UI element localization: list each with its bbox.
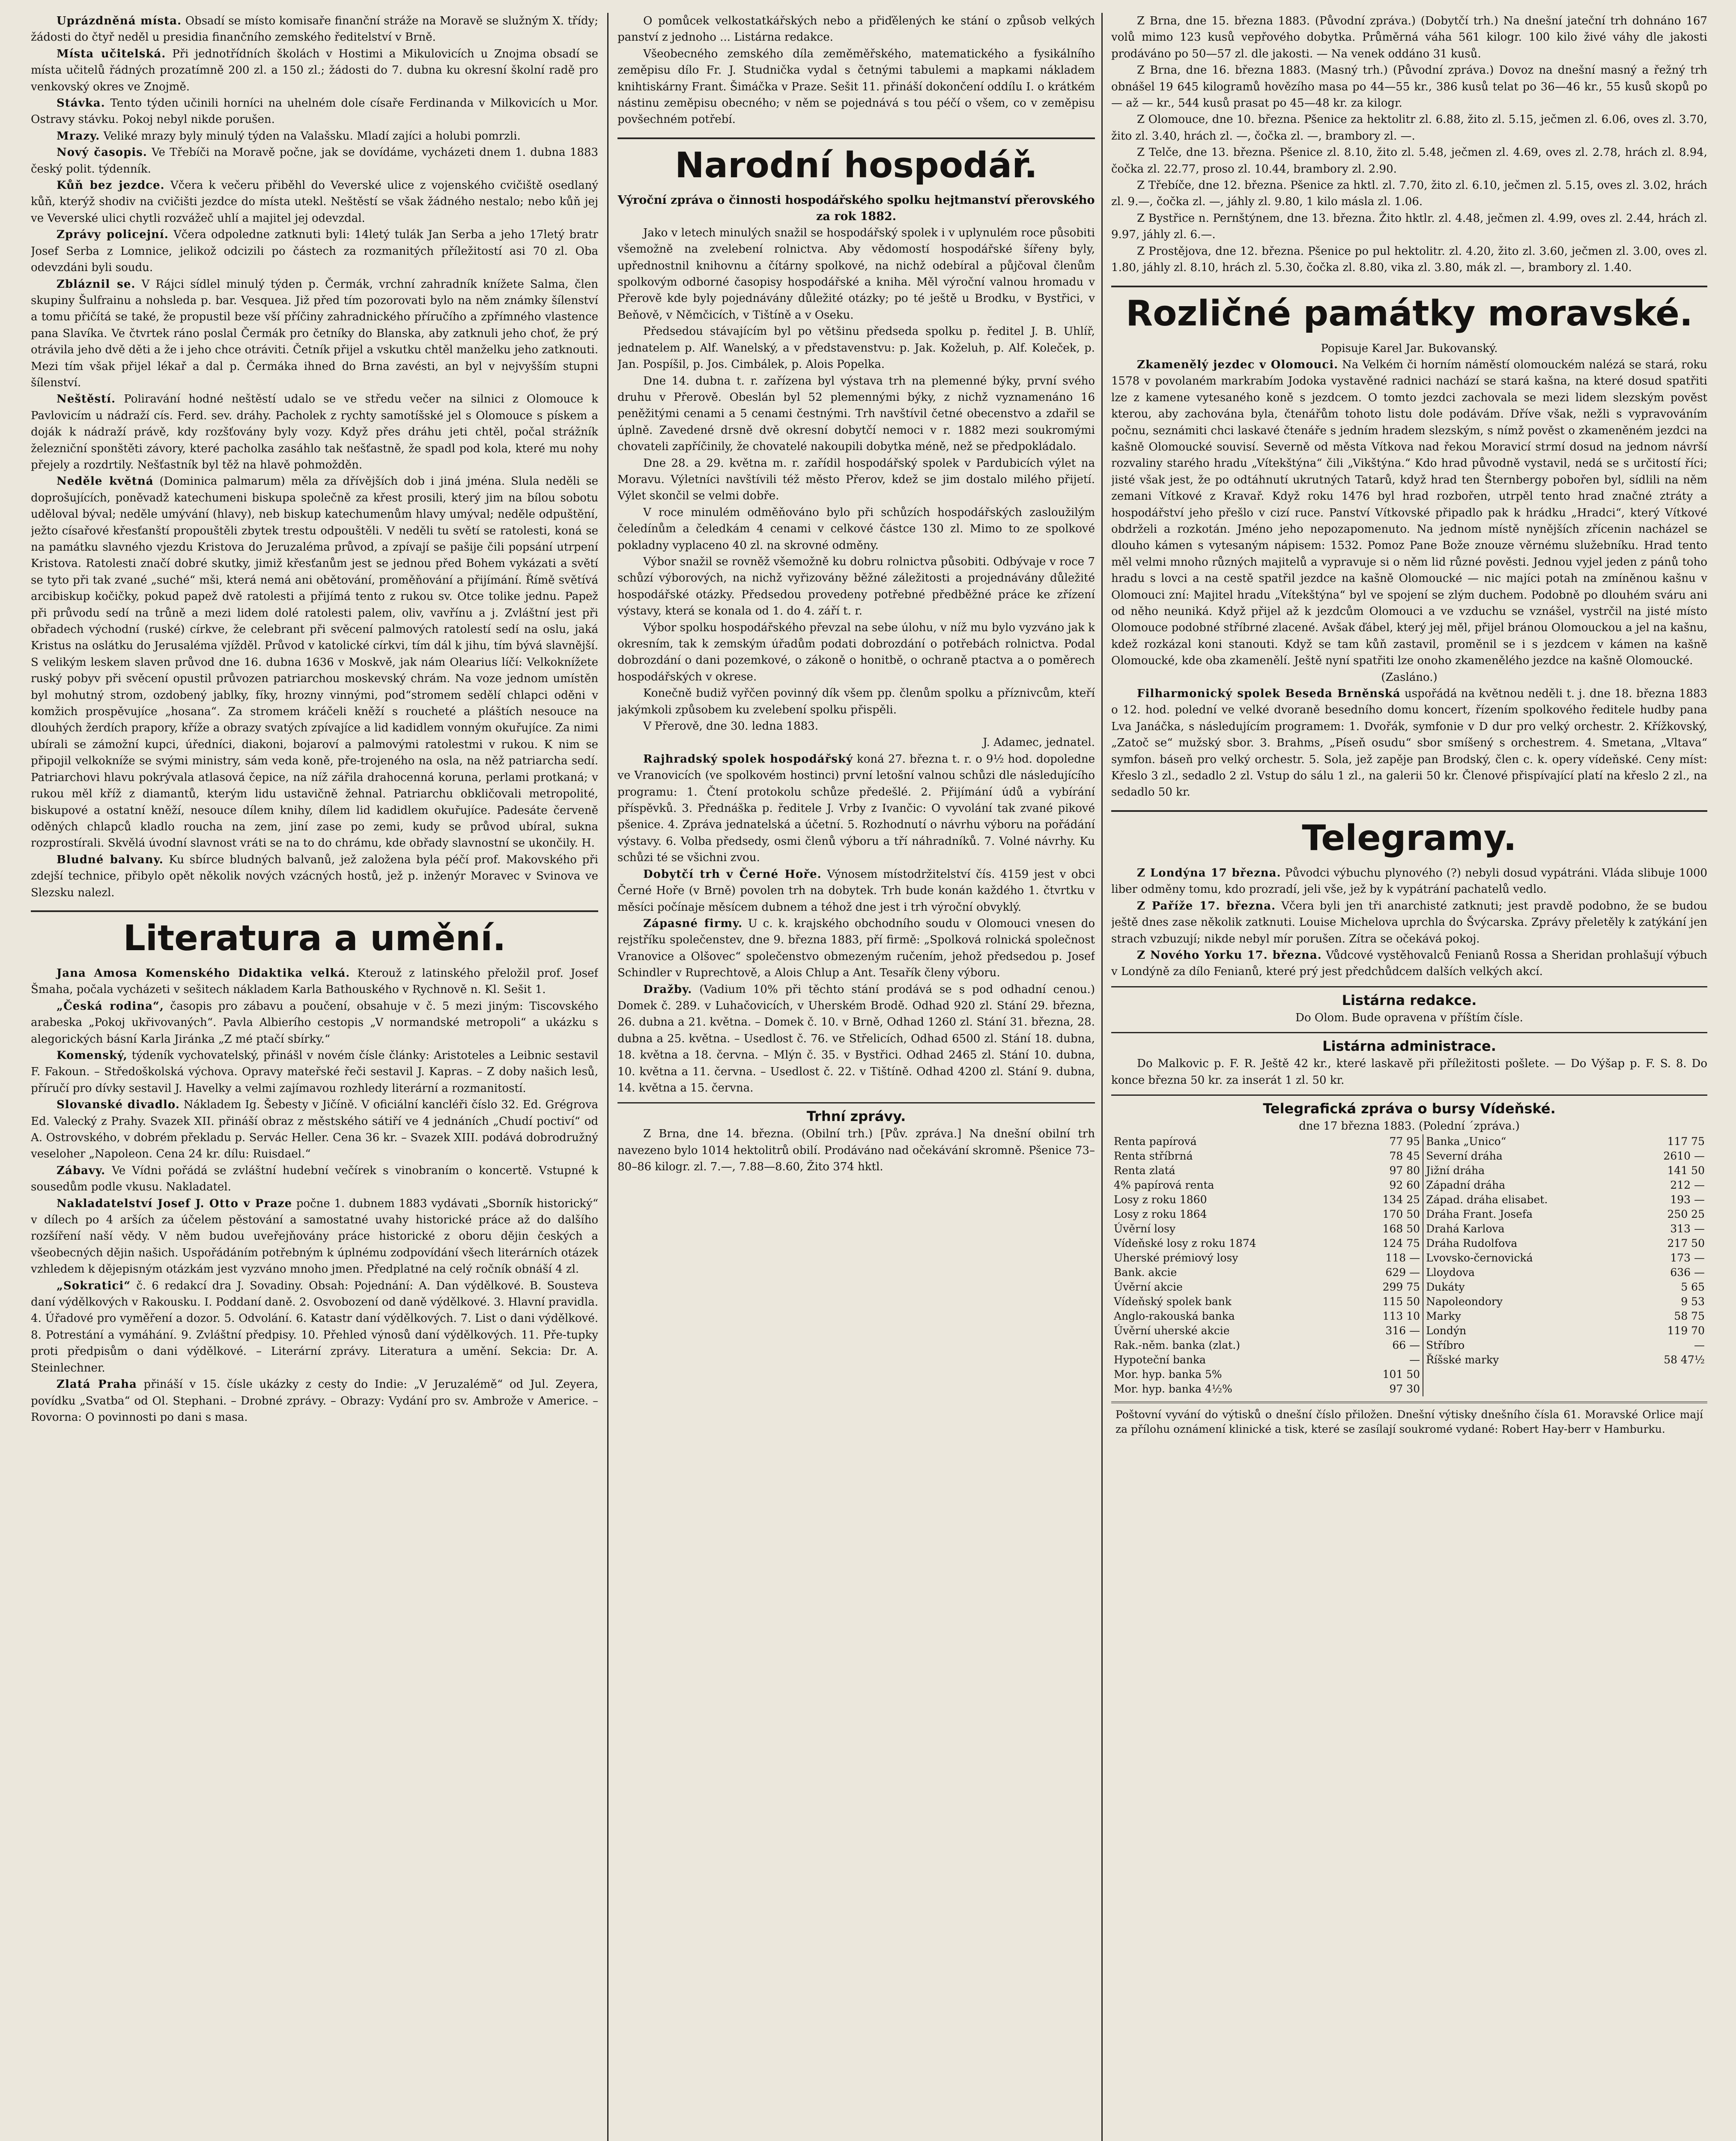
bourse-security: Londýn [1423, 1324, 1631, 1338]
column-divider [1101, 13, 1103, 2141]
article-body: Původci výbuchu plynového (?) nebyli dosud vypátráni. Vláda slibuje 1000 liber odměny tomu, kdo prozradí, jeli vše, jež by k vypátrání pachatelů vedlo. [1111, 866, 1707, 896]
article-lead: Kůň bez jezdce. [57, 179, 165, 192]
bourse-security: Hypoteční banka [1114, 1354, 1206, 1366]
bourse-security: Uherské prémiový losy [1114, 1252, 1238, 1264]
bourse-price: 250 25 [1667, 1208, 1705, 1221]
bourse-price: 77 95 [1389, 1135, 1420, 1148]
bourse-security: Banka „Unico“ [1423, 1134, 1631, 1149]
bourse-security: Lloydova [1423, 1265, 1631, 1280]
top-paragraph: Všeobecného zemského díla zeměměřského, matematického a fysikálního zeměpisu dílo Fr. J. Studnička vydal s četnými tabulemi a mapkami nákladem knihtiskárny Frant. Šimáčka v Praze. Sešit 11. přináší dokončení oddílu I. o krátkém nástinu zeměpisu obecného; v něm se pojednává s tou péčí o všem, co v zeměpisu povšechném potřebí. [617, 47, 1095, 126]
article-body: počne 1. dubnem 1883 vydávati „Sborník historický“ v dílech po 4 arších za účelem pěstování a samostatné uvahy historické práce až do dalšího rozšíření naší vědy. V něm budou uveřejňovány práce historické z oboru dějin českých a všeobecných dějin našich. Uspořádáním potřebným k úplnému zodpovídání všech literárních otázek vzhledem k dějepisným otázkám jest vyzváno mnoho jmen. Předplatné na celý ročník obnáší 4 zl. [31, 1197, 598, 1276]
bourse-row [1111, 1280, 1707, 1294]
article-firms [617, 915, 1095, 981]
article-lead: Z Paříže 17. března. [1137, 899, 1276, 912]
bourse-security: Mor. hyp. banka 4½% [1114, 1383, 1232, 1396]
market-meat: Z Brna, dne 16. března 1883. (Masný trh.) (Původní zpráva.) Dovoz na dnešní masný a řežný trh obnášel 19 645 kilogramů hovězího masa po 44—55 kr., 386 kusů telat po 36—46 kr., 55 kusů skopů po — až — kr., 544 kusů prasat po 45—48 kr. za kilogr. [1111, 64, 1707, 110]
article-paragraph [31, 95, 598, 128]
bourse-row [1111, 1207, 1707, 1222]
report-paragraph: Výbor spolku hospodářského převzal na sebe úlohu, v níž mu bylo vyzváno jak k okresním, tak k zemským úřadům podati dobrozdání o potřebách rolnictva. Podal dobrozdání o dani pozemkové, o zákoně o honitbě, o ochraně ptactva a o poměrech hospodářských v okrese. [617, 621, 1095, 683]
article-lead: Jana Amosa Komenského Didaktika velká. [57, 966, 350, 980]
article-paragraph [31, 1196, 598, 1278]
bourse-price: 124 75 [1382, 1237, 1420, 1250]
report-paragraph: Dne 14. dubna t. r. zařízena byl výstava trh na plemenné býky, první svého druhu v Přerově. Obeslán byl 52 plemennými býky, z nichž vyznamenáno 16 peněžitými cenami a 5 cenami čestnými. Trh navštívil četné obecenstvo a zdařil se úplně. Zavedené drsně dvě okresní dobytčí nemoci v r. 1882 mezi soukromými chovateli zapříčinily, že chovatelé nakoupili dobytka méně, než se předpokládalo. [617, 374, 1095, 453]
article-lead: Zprávy policejní. [57, 228, 169, 242]
monuments-article [1111, 357, 1707, 669]
section-title-monuments: Rozličné památky moravské. [1111, 286, 1707, 334]
local-market-report: Z Třebíče, dne 12. března. Pšenice za hktl. zl. 7.70, žito zl. 6.10, ječmen zl. 5.15, oves zl. 3.02, hrách zl. 9.—, čočka zl. —, jáhly zl. 9.80, 1 kilo másla zl. 1.06. [1111, 179, 1707, 209]
bourse-price: — [1694, 1339, 1705, 1352]
article-body: koná 27. března t. r. o 9½ hod. dopoledne ve Vranovicích (ve spolkovém hostinci) první letošní valnou schůzi dle následujícího programu: 1. Čtení protokolu schůze předešlé. 2. Přijímání údů a vybírání příspěvků. 3. Přednáška p. ředitele J. Vrby z Ivančic: O vyvolání tak zvané pikové pšenice. 4. Zpráva jednatelská a účetní. 5. Rozhodnutí o návrhu výboru na pořádání výstavy. 6. Volba předsedy, osmi členů výboru a tří náhradníků. 7. Volné návrhy. Ku schůzi té se všichni zvou. [617, 752, 1095, 865]
bourse-security: Marky [1423, 1309, 1631, 1324]
article-body: Ve Třebíči na Moravě počne, jak se dovídáme, vycházeti dnem 1. dubna 1883 český polit. týdenník. [31, 146, 598, 176]
editor-mailbox-text: Do Olom. Bude opravena v příštím čísle. [1295, 1011, 1523, 1024]
column-economy [617, 13, 1095, 2141]
article-lead: Filharmonický spolek Beseda Brněnská [1137, 687, 1401, 701]
bourse-security: Dukáty [1423, 1280, 1631, 1294]
admin-mailbox-title: Listárna administrace. [1111, 1032, 1707, 1056]
bourse-price: 2610 — [1663, 1150, 1705, 1163]
bourse-price: 9 53 [1681, 1295, 1705, 1308]
article-body: Nákladem Ig. Šebesty v Jičíně. V oficiální kancléři číslo 32. Ed. Grégrova Ed. Valecký z Prahy. Svazek XII. přináší obraz z městského sátiří ve 4 jednáních „Chudí poctiví“ od A. Ostrovského, v dobrém překladu p. Servác Heller. Cena 36 kr. – Svazek XIII. podává dobrodružný veseloher „Napoleon. Cena 24 kr. dílu: Ruisdael.“ [31, 1098, 598, 1161]
section-title-economy: Narodní hospodář. [617, 137, 1095, 186]
article-body: časopis pro zábavu a poučení, obsahuje v č. 5 mezi jiným: Tiscovského arabeska „Pokoj ukřivovaných“. Pavla Albierího cestopis „V normandské metropoli“ a ukázku s alegorických básní Karla Jiránka „Z mé ptačí sbírky.“ [31, 999, 598, 1046]
bourse-row [1111, 1265, 1707, 1280]
bourse-security: Úvěrní losy [1114, 1223, 1175, 1235]
bourse-security [1423, 1367, 1631, 1382]
article-body: (Vadium 10% při těchto stání prodává se s pod odhadní cenou.) Domek č. 289. v Luhačovicích, v Uherském Brodě. Odhad 920 zl. Stání 29. března, 26. dubna a 21. května. – Domek č. 10. v Brně, Odhad 1260 zl. Stání 31. března, 28. dubna a 25. května. – Usedlost č. 76. ve Střelicích, Odhad 6500 zl. Stání 18. dubna, 18. května a 18. června. – Mlýn č. 35. v Bystřici. Odhad 2465 zl. Stání 10. dubna, 10. května a 11. června. – Usedlost č. 22. v Tištíně. Odhad 4200 zl. Stání 9. dubna, 14. května a 15. června. [617, 983, 1095, 1094]
article-lead: „Česká rodina“, [57, 999, 164, 1013]
bourse-security: Renta stříbrná [1114, 1150, 1193, 1163]
bourse-security [1423, 1382, 1631, 1396]
report-paragraph: Konečně budiž vyřčen povinný dík všem pp. členům spolku a příznivcům, kteří jakýmkoli způsobem ku zvelebení spolku přispěli. [617, 687, 1095, 716]
editor-mailbox-title: Listárna redakce. [1111, 986, 1707, 1010]
bourse-security: Losy z roku 1864 [1114, 1208, 1207, 1221]
bourse-security: Úvěrní akcie [1114, 1281, 1183, 1294]
article-lead: Dražby. [643, 983, 692, 996]
telegrams-list [1111, 865, 1707, 980]
bourse-security: Severní dráha [1423, 1149, 1631, 1163]
bourse-price: 118 — [1385, 1252, 1420, 1264]
article-paragraph [31, 177, 598, 227]
article-body: Včera byli jen tři anarchisté zatknuti; jest pravdě podobno, že se budou ještě dnes zase několik zatknuti. Louise Michelova uprchla do Švýcarska. Zprávy přeletěly k zatýkání jen strach vzbuzují; nikde nebyl mír porušen. Zítra se očekává pokoj. [1111, 899, 1707, 945]
bourse-security: Říšské marky [1423, 1353, 1631, 1367]
bourse-price: 168 50 [1382, 1223, 1420, 1235]
article-body: (Dominica palmarum) měla za dřívějších dob i jiná jména. Slula neděli se doprošujících, poněvadž katechumeni biskupa společně za křest prosili, který jim na bílou sobotu uděloval býval; neděle umývání (hlavy), neb biskup katechumenům hlavy umýval; neděle odpuštění, ježto císařové křesťanští propouštěli zbytek trestu odpouštěli. V neděli tu světí se ratolesti, koná se na památku slavného vjezdu Kristova do Jeruzaléma průvod, a zpívají se pašije čili popsání utrpení Kristova. Ratolesti značí dobré skutky, jimiž křesťanům jest se jednou před Bohem vykázati a světí se tyto při tak zvané „suché“ mši, která nemá ani obětování, proměňování a přijímání. Římě světívá arcibiskup kočičky, pokud papež dvě ratolesti a přijímá tento z rukou sv. Otce tolike jednu. Papež při průvodu sedí na trůně a mezi lidem dolé ratolesti palem, oliv, vavřínu a j. Zvláštní jest při obřadech východní (ruské) církve, že celebrant při svěcení palmových ratolestí sedí na oslu, jaká Kristus na oslátku do Jerusaléma vjížděl. Průvod v katolické církvi, tím dál k jihu, tím bývá slavnější. S velikým leskem slaven průvod dne 16. dubna 1636 v Moskvě, jak nám Olearius líčí: Velkoknížete ruský pobyv při svěcení opustil průvozen patriarchou moskevský chrám. Na voze jednom umístěn byl mohutný strom, ozdobený jablky, fíky, hrozny vinnými, pod“stromem sedělí chlapci oděni v komžich prospěvujíce „hosana“. Za stromem kráčeli kněží s roucheté a pláštích nesouce na dlouhých žerdích prapory, kříže a obrazy svatých zpívajíce a lid kadidlem vonným okuřujíce. Za nimi ubírali se zámožní kupci, úředníci, diakoni, bojaroví a palmovými ratolestmi v rukou. K nim se připojil velkokníže se svými ministry, sám veda koně, pře-trojeného na osla, na něž patriarcha sedí. Patriarchovi hlavu pokrývala atlasová čepice, na níž zářila drahocenná koruna, perlami protkaná; v rukou měl kříž z diamantů, kterým lidu ustavičně žehnal. Patriarchu obkličovali metropolité, biskupové a ostatní kněží, nesouce dílem knihy, dílem lid kadidlem okuřujíce. Padesáte červeně oděných chlapců kladlo roucha na zem, jiní zase po zemi, kudy se průvod ubíral, sukna rozprostírali. Skvělá úvodní slavnost vráti se na to do chrámu, kde obřady slavnostní se ukončily. [31, 475, 598, 850]
bourse-price: 141 50 [1667, 1164, 1705, 1177]
article-paragraph [1111, 947, 1707, 980]
bourse-row [1111, 1193, 1707, 1207]
bourse-row [1111, 1236, 1707, 1251]
market-report: Z Brna, dne 14. března. (Obilní trh.) [Pův. zpráva.] Na dnešní obilní trh navezeno bylo 1014 hektolitrů obilí. Prodáváno nad očekávání skromně. Pšenice 73–80–86 kilogr. zl. 7.—, 7.88—8.60, Žito 374 hktl. [617, 1127, 1095, 1174]
bourse-price: 217 50 [1667, 1237, 1705, 1250]
bourse-price [1631, 1367, 1707, 1382]
bourse-price: 636 — [1670, 1266, 1705, 1279]
bourse-security: 4% papírová renta [1114, 1179, 1214, 1192]
article-lead: Zbláznil se. [57, 277, 136, 291]
bourse-price: 629 — [1385, 1266, 1420, 1279]
article-body: Při jednotřídních školách v Hostimi a Mikulovicích u Znojma obsadí se místa učitelů řádných prozatímně 200 zl. a 150 zl.; žádosti do 7. dubna ku okresní školní radě pro venkovský okres ve Znojmě. [31, 47, 598, 93]
local-market-report: Z Bystřice n. Pernštýnem, dne 13. března. Žito hktlr. zl. 4.48, ječmen zl. 4.99, oves zl. 2.44, hrách zl. 9.97, jáhly zl. 6.—. [1111, 212, 1707, 242]
bourse-price: 119 70 [1667, 1324, 1705, 1337]
bourse-row [1111, 1338, 1707, 1353]
bourse-date: dne 17 března 1883. (Polední ´zpráva.) [1299, 1119, 1520, 1133]
section-title-market: Trhní zprávy. [617, 1102, 1095, 1126]
bourse-row [1111, 1324, 1707, 1338]
bourse-price: 115 50 [1382, 1295, 1420, 1308]
article-auctions [617, 981, 1095, 1097]
bourse-price: 58 75 [1674, 1310, 1705, 1323]
article-lead: Neštěstí. [57, 393, 116, 406]
bourse-row [1111, 1294, 1707, 1309]
article-paragraph [31, 144, 598, 177]
article-cattle-market [617, 866, 1095, 915]
article-lead: Z Londýna 17 března. [1137, 866, 1281, 880]
article-paragraph [31, 46, 598, 95]
bourse-security: Mor. hyp. banka 5% [1114, 1368, 1222, 1381]
article-lead: Dobytčí trh v Černé Hoře. [643, 868, 822, 881]
article-lead: Rajhradský spolek hospodářský [643, 752, 853, 766]
bourse-price: 170 50 [1382, 1208, 1420, 1221]
section-title-telegrams: Telegramy. [1111, 810, 1707, 859]
article-body: Výnosem místodržitelství čís. 4159 jest v obci Černé Hoře (v Brně) povolen trh na dobytek. Trh bude konán každého 1. čtvrtku v měsíci počínaje měsícem dubnem a téhož dne jest i trh výroční obvyklý. [617, 868, 1095, 914]
article-lead: Bludné balvany. [57, 853, 164, 866]
article-paragraph [31, 1097, 598, 1163]
bourse-security: Anglo-rakouská banka [1114, 1310, 1235, 1323]
bourse-price: 78 45 [1389, 1150, 1420, 1163]
report-body [617, 225, 1095, 735]
bourse-table [1111, 1134, 1707, 1396]
bourse-price: 113 10 [1382, 1310, 1420, 1323]
article-body: týdeník vychovatelský, přinášl v novém čísle články: Aristoteles a Leibnic sestavil F. Fakoun. – Středoškolská výchova. Opravy mateřské řeči sestavil J. Kapras. – Z doby našich lesů, příručí pro dívky sestavil J. Havelky a velmi zajímavou rozhledy literární a rozmanitostí. [31, 1049, 598, 1095]
article-body: Kterouž z latinského přeložil prof. Josef Šmaha, počala vycházeti v sešitech nákladem Karla Bathouského v Rychnově n. Kl. Sešit 1. [31, 966, 598, 996]
bourse-row [1111, 1149, 1707, 1163]
article-paragraph [1111, 898, 1707, 947]
bourse-row [1111, 1163, 1707, 1178]
bourse-security: Západ. dráha elisabet. [1423, 1193, 1631, 1207]
report-paragraph: Výbor snažil se rovněž všemožně ku dobru rolnictva působiti. Odbývaje v roce 7 schůzí výborových, na nichž vyřizovány běžné záležitosti a projednávány důležité hospodářské otázky. Předsedou provedeny potřebné předběžné práce ke zřízení výstavy, která se konala od 1. do 4. září t. r. [617, 555, 1095, 618]
bourse-security: Rak.-něm. banka (zlat.) [1114, 1339, 1240, 1352]
bourse-price: 97 80 [1389, 1164, 1420, 1177]
local-news-list [31, 13, 598, 901]
bourse-price: 97 30 [1389, 1383, 1420, 1396]
article-body: č. 6 redakcí dra J. Sovadiny. Obsah: Pojednání: A. Dan výdělkové. B. Sousteva daní výdělkových v Rakousku. I. Poddaní daně. 2. Osvobození od daně výdělkové. 3. Hlavní pravidla. 4. Úřadové pro vyměření a dozor. 5. Odvolání. 6. Katastr daní výdělkových. 7. List o dani výdělkové. 8. Potrestání a vymáhání. 9. Zvláštní předpisy. 10. Přehled výnosů daní výdělkových. 11. Pře-tupky proti předpisům o dani výdělkové. – Literární zprávy. Literatura a umění. Sekcia: Dr. A. Steinlechner. [31, 1279, 598, 1375]
section-title-literature: Literatura a umění. [31, 910, 598, 959]
article-body: Vůdcové vystěhovalců Fenianů Rossa a Sheridan prohlašují výbuch v Londýně za dílo Fenianů, které prý jest předchůdcem dalších velkých akcí. [1111, 948, 1707, 978]
article-paragraph [31, 1278, 598, 1376]
concert-notice [1111, 686, 1707, 801]
article-paragraph [31, 965, 598, 998]
article-lead: Zlatá Praha [57, 1378, 137, 1391]
article-lead: Místa učitelská. [57, 47, 166, 60]
bourse-security: Dráha Frant. Josefa [1423, 1207, 1631, 1222]
literature-list [31, 965, 598, 1425]
article-body: U c. k. krajského obchodního soudu v Olomouci vnesen do rejstříku společenstev, dne 9. března 1883, pří firmě: „Spolková rolnická společnost Vranovice a Olšovec“ společenstvo obmezeným ručením, jehož předsedou p. Josef Schindler v Ruprechtově, a Alois Chlup a Ant. Tesařík členy výboru. [617, 917, 1095, 980]
article-lead: Uprázdněná místa. [57, 15, 182, 27]
market-cattle: Z Brna, dne 15. března 1883. (Původní zpráva.) (Dobytčí trh.) Na dnešní jateční trh dohnáno 167 volů mimo 123 kusů vepřového dobytka. Průměrná váha 561 kilogr. 100 kilo živé váhy dle jakosti prodáváno po 50—57 zl. dle jakosti. — Na venek oddáno 31 kusů. [1111, 15, 1707, 60]
article-paragraph [31, 998, 598, 1047]
bourse-price: 316 — [1385, 1324, 1420, 1337]
article-body: Veliké mrazy byly minulý týden na Valašsku. Mladí zajíci a holubi pomrzli. [103, 129, 521, 143]
bourse-price: 193 — [1670, 1193, 1705, 1206]
bourse-price: — [1409, 1354, 1420, 1366]
bourse-security: Renta zlatá [1114, 1164, 1175, 1177]
article-body: Včera k večeru přiběhl do Veverské ulice z vojenského cvičiště osedlaný kůň, kterýž shodiv na cvičišti jezdce do místa utekl. Neštěstí se však žádného nestalo; nebo kůň jej ve Veverské ulici chytli rozvážeč uhlí a majitel jej odevzdal. [31, 179, 598, 225]
article-paragraph [1111, 865, 1707, 898]
bourse-row [1111, 1222, 1707, 1236]
top-note: O pomůcek velkostatkářských nebo a přiďělených ke stání o způsob velkých panství z jednoho ... Listárna redakce. [617, 15, 1095, 44]
article-body: uspořádá na květnou neděli t. j. dne 18. března 1883 o 12. hod. polední ve velké dvoraně besedního domu koncert, řízením spolkového ředitele hudby pana Lva Janáčka, s následujícím programem: 1. Dvořák, symfonie v D dur pro velký orchestr. 2. Křížkovský, „Zatoč se“ mužský sbor. 3. Brahms, „Píseň osudu“ sbor smíšený s orchestrem. 4. Smetana, „Vltava“ symfon. báseň pro velký orchestr. 5. Sola, jež zapěje pan Brodský, člen c. k. opery vídeňské. Ceny míst: Křeslo 3 zl., sedadlo 2 zl. Vstup do sálu 1 zl., na galerii 50 kr. Členové přispívající platí na křeslo 2 zl., na sedadlo 50 kr. [1111, 687, 1707, 799]
article-lead: Stávka. [57, 97, 105, 110]
article-body: V Rájci sídlel minulý týden p. Čermák, vrchní zahradník knížete Salma, člen skupiny Šulfrainu a nohsleda p. bar. Vesquea. Již před tím pozorovati bylo na něm známky šílenství a tomu přičítá se také, že propustil beze vší příčiny zahradnického příručího a zpřímného vlastence pana Slavíka. Ve čtvrtek ráno poslal Čermák pro četníky do Blanska, aby zatknuli jeho choť, že prý otrávila jeho dvě děti a že i jeho chce otráviti. Četník přijel a vskutku chtěl manželku jeho zatknouti. Mezi tím však přijel lékař a dal p. Čermáka ihned do Brna zavésti, an byl v nejvyšším stupni šílenství. [31, 277, 598, 389]
report-paragraph: V roce minulém odměňováno bylo při schůzích hospodářských zasloužilým čeledínům a čeledkám 4 cenami v celkové částce 130 zl. Mimo to ze spolkové pokladny vyplaceno 40 zl. na skrovné odměny. [617, 506, 1095, 552]
article-paragraph [31, 13, 598, 46]
footer-notice: Poštovní vyvání do výtisků o dnešní číslo přiložen. Dnešní výtisky dnešního čísla 61. Moravské Orlice mají za přílohu oznámení klinické a tisk, které se zasílají soukromé vydané: Robert Hay-berr v Hamburku. [1111, 1401, 1707, 1441]
report-paragraph: Jako v letech minulých snažil se hospodářský spolek i v uplynulém roce působiti všemožně na zvelebení rolnictva. Aby vědomostí hospodářské šířeny byly, upřednostnil knihovnu a čítárny spolkové, na nichž odebíral a půjčoval členům spolkovým odborné časopisy hospodářské a kniha. Měl výroční valnou hromadu v Přerově kde byly pojednávány důležité otázky; po té ještě u Brodku, v Bystřici, v Beňově, v Němčicích, v Tištíně a v Oseku. [617, 226, 1095, 322]
bourse-price: 66 — [1392, 1339, 1420, 1352]
article-paragraph [31, 1047, 598, 1097]
report-paragraph: V Přerově, dne 30. ledna 1883. [643, 720, 818, 733]
article-body: Tento týden učinili horníci na uhelném dole císaře Ferdinanda v Milkovicích u Mor. Ostravy stávku. Pokoj nebyl nikde porušen. [31, 97, 598, 126]
bourse-security: Stříbro [1423, 1338, 1631, 1353]
article-paragraph [31, 473, 598, 851]
bourse-security: Drahá Karlova [1423, 1222, 1631, 1236]
article-lead: Zábavy. [57, 1164, 106, 1177]
column-divider [607, 13, 608, 2141]
article-paragraph [31, 391, 598, 473]
bourse-title: Telegrafická zpráva o bursy Vídeňské. [1111, 1094, 1707, 1118]
article-paragraph [31, 1376, 598, 1425]
article-lead: Nakladatelství Josef J. Otto v Praze [57, 1197, 292, 1210]
article-lead: Neděle květná [57, 475, 154, 488]
bourse-security: Vídeňské losy z roku 1874 [1114, 1237, 1256, 1250]
local-markets-list [1111, 111, 1707, 276]
article-body: Poliravání hodné neštěstí udalo se ve středu večer na silnici z Olomouce k Pavlovicím u nádraží cís. Ferd. sev. dráhy. Pacholek z rychty samotíšské jel s Olomouce s pískem a doják k nádraží právě, kdy rozšťovány byly vozy. Když přes dráhu jeti chtěl, počal strážník železniční sponštěti závory, které pacholka zasáhlo tak nešťastně, že spadl pod kola, které mu nohy přejely a rozdrtily. Nešťastník byl těž na hlavě pohmožděn. [31, 393, 598, 471]
article-lead: Komenský, [57, 1049, 128, 1062]
bourse-security: Bank. akcie [1114, 1266, 1177, 1279]
bourse-security: Napoleondory [1423, 1294, 1631, 1309]
admin-mailbox-text: Do Malkovic p. F. R. Ještě 42 kr., které laskavě při příležitosti pošlete. — Do Výšap p. F. S. 8. Do konce března 50 kr. za inserát 1 zl. 50 kr. [1111, 1057, 1707, 1087]
bourse-security: Vídeňský spolek bank [1114, 1295, 1232, 1308]
article-paragraph [31, 1163, 598, 1196]
article-body: přináší v 15. čísle ukázky z cesty do Indie: „V Jeruzalémě“ od Jul. Zeyera, povídku „Svatba“ od Ol. Stephani. – Drobné zprávy. – Obrazy: Vydání pro sv. Ambrože v Americe. – Rovorna: O povinnosti po dani s masa. [31, 1378, 598, 1424]
bourse-row [1111, 1309, 1707, 1324]
article-paragraph [31, 227, 598, 276]
article-body: Obsadí se místo komisaře finanční stráže na Moravě se služným X. třídy; žádosti do čtyř neděl u presidia finančního zemského ředitelství v Brně. [31, 15, 598, 44]
bourse-price: 58 47½ [1664, 1354, 1705, 1366]
bourse-security: Úvěrní uherské akcie [1114, 1324, 1230, 1337]
local-market-report: Z Olomouce, dne 10. března. Pšenice za hektolitr zl. 6.88, žito zl. 5.15, ječmen zl. 6.06, oves zl. 3.70, žito zl. 3.40, hrách zl. —, čočka zl. —, brambory zl. —. [1111, 113, 1707, 143]
article-paragraph [31, 276, 598, 391]
article-lead: Mrazy. [57, 129, 100, 143]
bourse-security: Losy z roku 1860 [1114, 1193, 1207, 1206]
article-lead: Nový časopis. [57, 146, 147, 159]
column-local-news [31, 13, 598, 2141]
local-market-report: Z Prostějova, dne 12. března. Pšenice po pul hektolitr. zl. 4.20, žito zl. 3.60, ječmen zl. 3.00, oves zl. 1.80, jáhly zl. 8.10, hrách zl. 5.30, čočka zl. 8.80, vika zl. 3.80, mák zl. —, brambory zl. 1.40. [1111, 245, 1707, 274]
report-signature: J. Adamec, jednatel. [983, 736, 1095, 749]
bourse-security: Renta papírová [1114, 1135, 1197, 1148]
bourse-security: Lvovsko-černovická [1423, 1251, 1631, 1265]
report-paragraph: Dne 28. a 29. května m. r. zařídil hospodářský spolek v Pardubicích výlet na Moravu. Výletníci navštívili též město Přerov, kdež se jim dostalo milého přijetí. Výlet skončil se velmi dobře. [617, 456, 1095, 503]
bourse-row [1111, 1367, 1707, 1382]
bourse-price: 134 25 [1382, 1193, 1420, 1206]
bourse-price: 173 — [1670, 1252, 1705, 1264]
bourse-row [1111, 1382, 1707, 1396]
report-subtitle: Výroční zpráva o činnosti hospodářského spolku hejtmanství přerovského za rok 1882. [617, 193, 1095, 223]
article-body: Na Velkém či horním náměstí olomouckém nalézá se stará, roku 1578 v povolaném markrabím Jodoka vystavěné radnici nachází se stará kašna, na které dosud spatřiti lze z kamene vytesaného koně s jezdcem. O tomto jezdci zachovala se mezi lidem slezským pověst kterou, aby zachována byla, čtenářům tohoto listu dole podávám. Dříve však, nežli s vypravováním počnu, seznámiti chci laskavé čtenáře s jedním hradem slezským, s nímž pověst o zkameněném jezdci na kašně Olomoucké souvisí. Severně od města Vítkova nad řekou Moravicí strmí dosud na jednom návrší rozvaliny starého hradu „Vítekštýna“ čili „Vikštýna.“ Kdo hrad původně vystavil, nedá se s určitostí říci; jisté však jest, že po odtáhnutí ukrutných Tatarů, když hrad ten Šternbergy pobořen byl, sídlili na něm zemani Vítkové z Kravař. Když roku 1476 byl hrad rozbořen, utrpěl tento hrad značné ztráty a hospodářství jeho přešlo v cizí ruce. Panství Vítkovské připadlo pak k hrádku „Hradci“, který Vítkové obdrželi a rozkotán. Jméno jeho nepozapomenuto. Na jednom místě nynějších zřícenin nacházel se dlouho kámen s vytesaným nápisem: 1532. Pomoz Pane Bože znouze věrnému služebníku. Hrad tento měl velmi mnoho různých majitelů a vypravuje si o něm lid různé pověsti. Jednou vyjel jeden z pánů toho hradu s lovci a na cestě spatřil jezdce na kašně Olomoucké — nic majíci potah na zmíněnou kašnu v Olomouci zní: Majitel hradu „Vítekštýna“ byl ve spojení se zlým duchem. Podobně po dlouhém sváru ani od něho neuniká. Když přijel až k jezdcům Olomouci a ve vzduchu se vznášel, vystrčil na jisté místo Olomouce podobné stříbrné zlacené. Avšak ďábel, který jej měl, přijel bránou Olomouckou a jel na kašnu, kdež rozkázal koni stanouti. Když se tam kůň zastavil, proměnil se i s jezdcem v kámen na kašně Olomoucké, kde oba zkamenělí. Ještě nyní spatřiti lze onoho zkamenělého jezdce na kašně Olomoucké. [1111, 358, 1707, 668]
article-lead: Zkamenělý jezdec v Olomouci. [1137, 358, 1339, 371]
bourse-row [1111, 1353, 1707, 1367]
article-lead: „Sokratici“ [57, 1279, 131, 1292]
article-rajhrad [617, 751, 1095, 866]
article-paragraph [31, 852, 598, 901]
bourse-security: Jižní dráha [1423, 1163, 1631, 1178]
article-lead: Z Nového Yorku 17. března. [1137, 948, 1322, 962]
bourse-row [1111, 1178, 1707, 1193]
article-body: Ve Vídni pořádá se zvláštní hudební večírek s vinobraním o koncertě. Vstupné k sousedům podle vkusu. Nakladatel. [31, 1164, 598, 1194]
bourse-security: Západní dráha [1423, 1178, 1631, 1193]
bourse-row [1111, 1134, 1707, 1149]
local-market-report: Z Telče, dne 13. března. Pšenice zl. 8.10, žito zl. 5.48, ječmen zl. 4.69, oves zl. 2.78, hrách zl. 8.94, čočka zl. 22.77, proso zl. 10.44, brambory zl. 2.90. [1111, 146, 1707, 176]
bourse-price: 5 65 [1681, 1281, 1705, 1294]
article-body: Včera odpoledne zatknuti byli: 14letý tulák Jan Serba a jeho 17letý bratr Josef Serba z Lomnice, jelikož odcizili po částech za rozmanitých příležitostí asi 70 zl. Oba odevzdáni byli soudu. [31, 228, 598, 274]
sent-in-label: (Zasláno.) [1381, 671, 1438, 684]
bourse-security: Dráha Rudolfova [1423, 1236, 1631, 1251]
bourse-price: 92 60 [1389, 1179, 1420, 1192]
article-signature: H. [582, 837, 595, 850]
bourse-price: 101 50 [1382, 1368, 1420, 1381]
article-paragraph [31, 128, 598, 144]
monuments-author: Popisuje Karel Jar. Bukovanský. [1321, 342, 1498, 355]
bourse-price: 212 — [1670, 1179, 1705, 1192]
bourse-price: 117 75 [1667, 1135, 1705, 1148]
bourse-price: 299 75 [1382, 1281, 1420, 1294]
article-lead: Zápasné firmy. [643, 917, 743, 930]
report-paragraph: Předsedou stávajícím byl po většinu předseda spolku p. ředitel J. B. Uhlíř, jednatelem p. Alf. Wanelský, a v představenstvu: p. Jak. Koželuh, p. Alf. Koleček, p. Jan. Pospíšil, p. Jos. Cimbálek, p. Alois Popelka. [617, 325, 1095, 371]
column-misc [1111, 13, 1707, 2141]
article-lead: Slovanské divadlo. [57, 1098, 180, 1112]
bourse-price [1631, 1382, 1707, 1396]
article-body: Ku sbírce bludných balvanů, jež založena byla péčí prof. Makovského při zdejší technice, přibylo opět několik nových vzácných hostů, jež p. inženýr Moravec v Svinova ve Slezsku nalezl. [31, 853, 598, 899]
bourse-price: 313 — [1670, 1223, 1705, 1235]
bourse-row [1111, 1251, 1707, 1265]
